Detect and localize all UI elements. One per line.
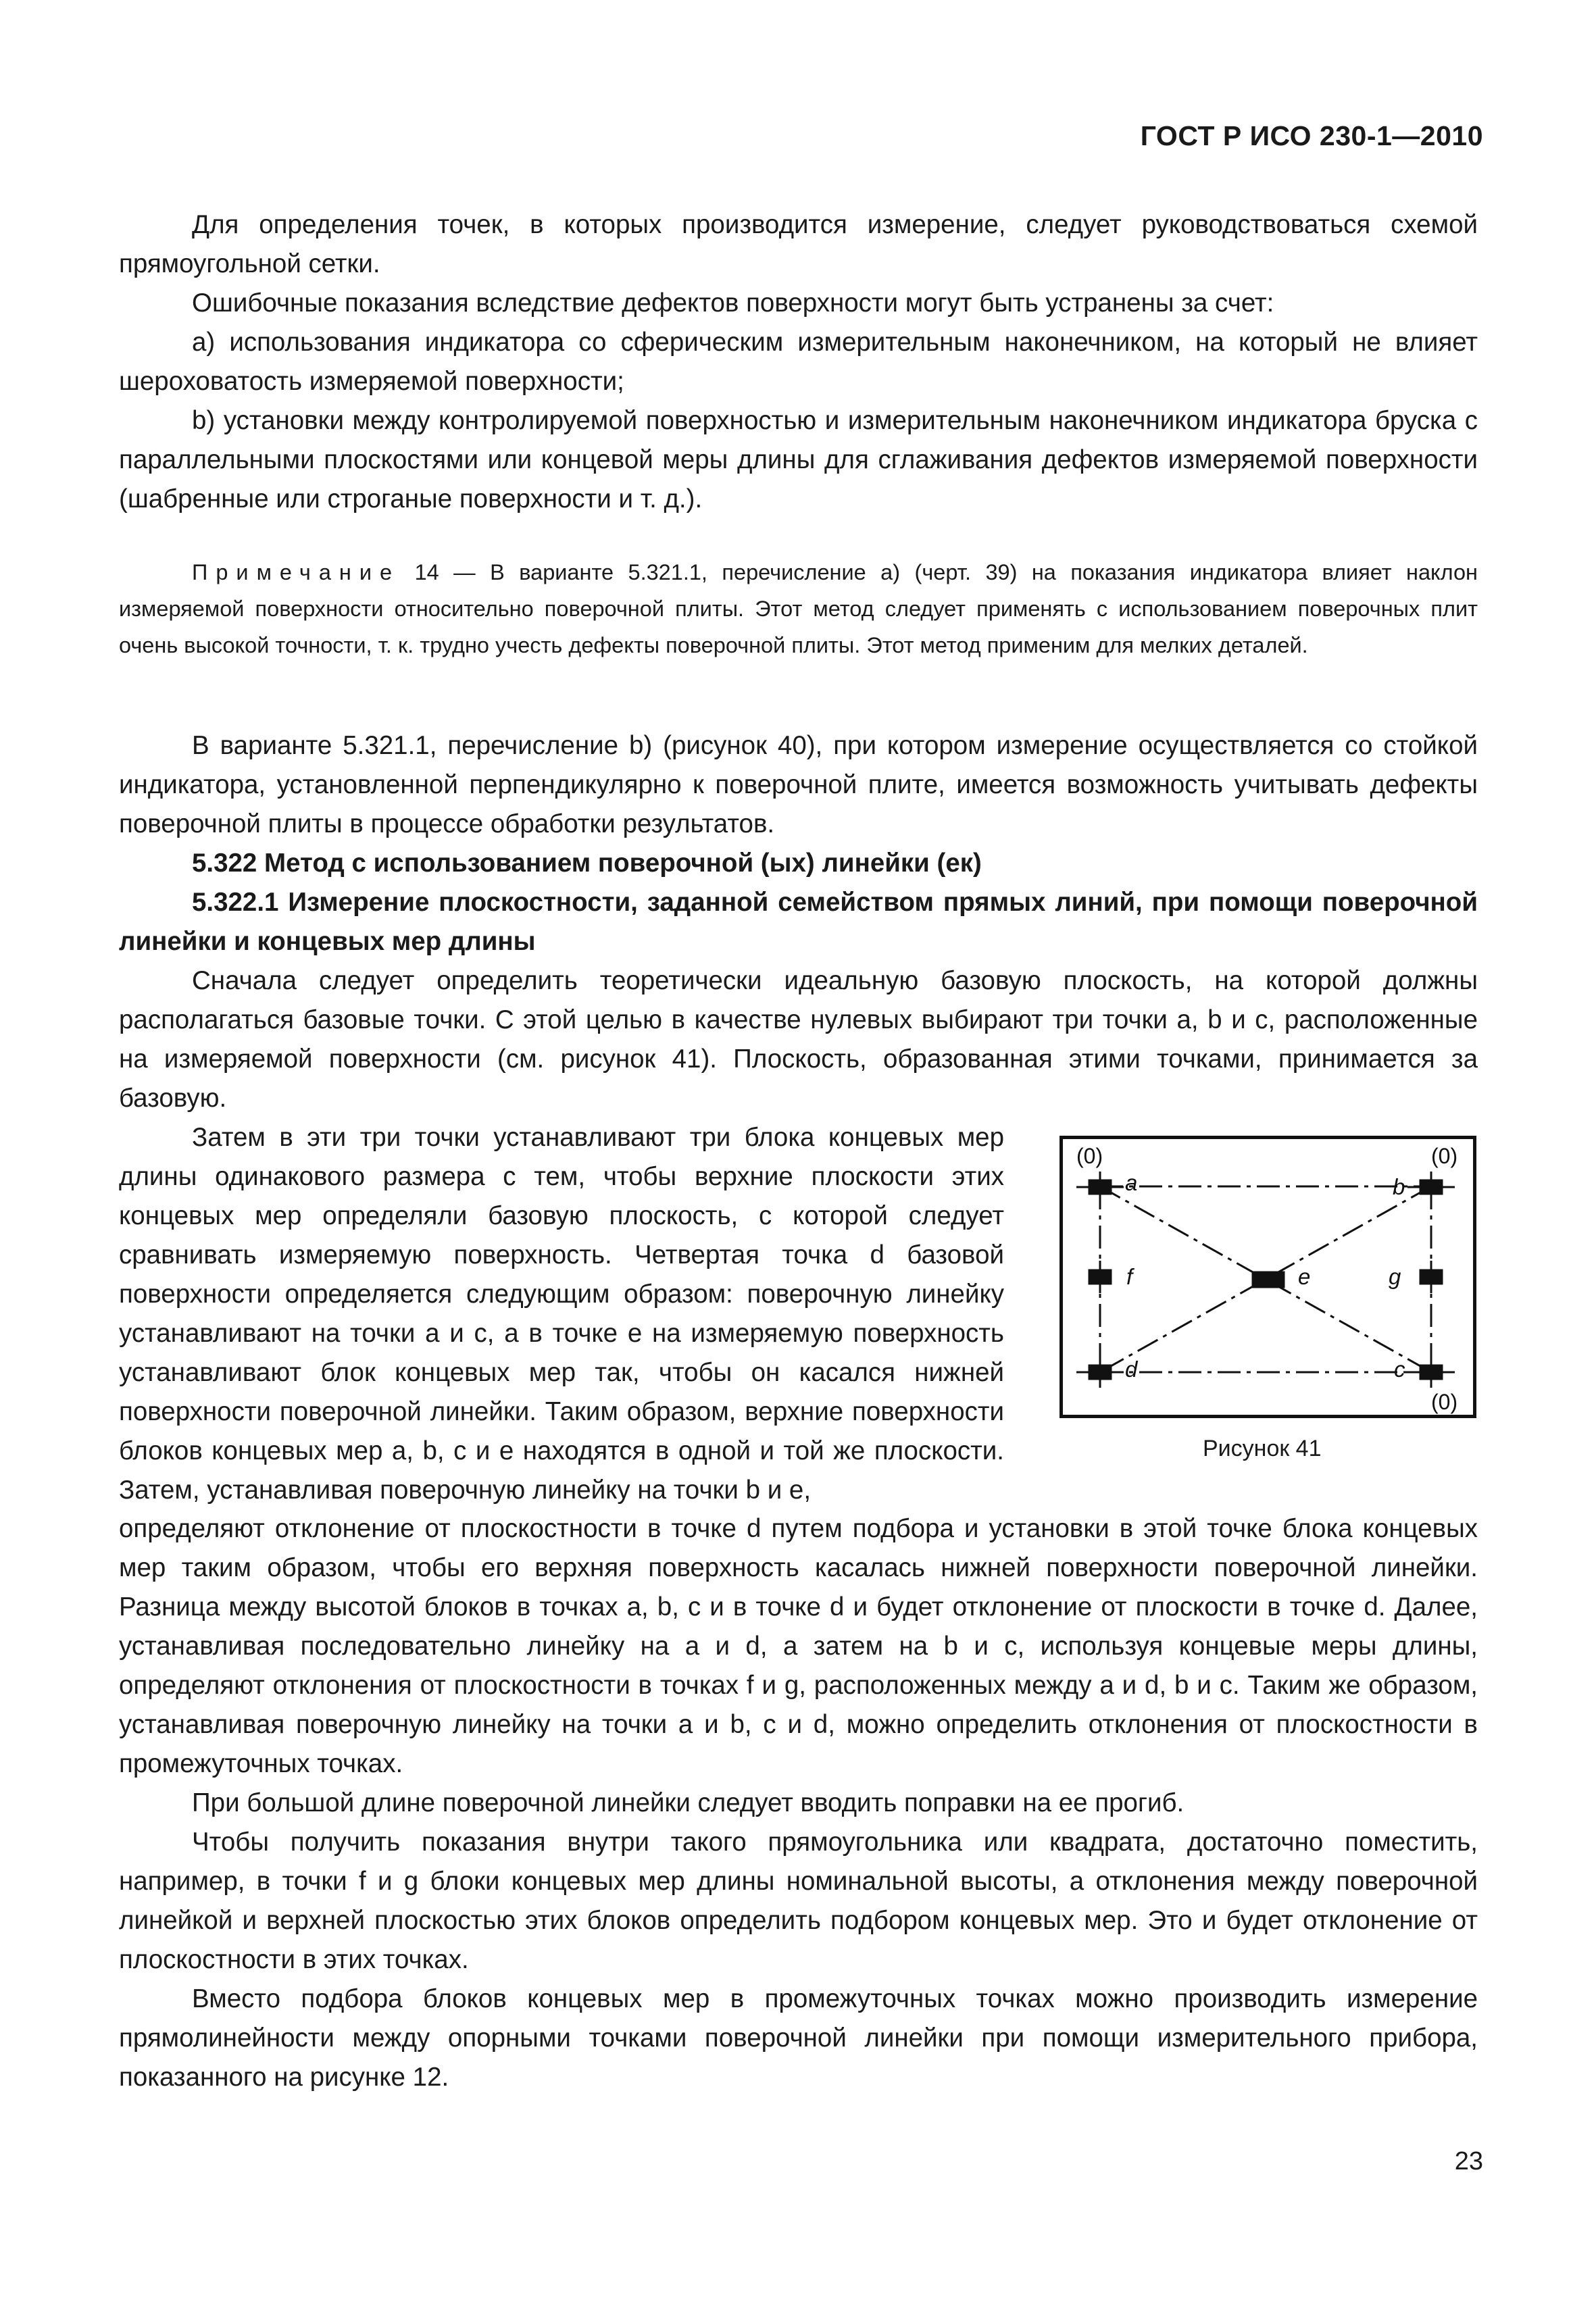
note-text: 14 — В варианте 5.321.1, перечисление а) (черт. 39) на показания индикатора влияет наклон измеряемой поверхности относительно поверочной плиты. Этот метод следует применять с использованием поверочных плит очень высокой точности, т. к. трудно учесть дефекты поверочной плиты. Этот метод применим для мелких деталей. — [119, 560, 1478, 657]
paragraph-straightness: Вместо подбора блоков концевых мер в промежуточных точках можно производить измерение прямолинейности между опорными точками поверочной линейки при помощи измерительного прибора, показанного на рисунке 12. — [119, 1984, 1478, 2092]
paragraph-gauge-blocks: Затем в эти три точки устанавливают три блока концевых мер длины одинакового размера с тем, чтобы верхние плоскости этих концевых мер определяли базовую плоскость, с которой следует сравнивать измеряемую поверхность. Четвертая точка d базовой поверхности определяется следующим образом: поверочную линейку устанавливают на точки а и с, а в точке е на измеряемую поверхность устанавливают блок концевых мер так, чтобы он касался нижней поверхности поверочной линейки. Таким образом, верхние поверхности блоков концевых мер а, b, с и е находятся в одной и той же плоскости. Затем, устанавливая поверочную линейку на точки b и е, — [119, 1123, 1004, 1505]
paragraph-deviation-d: определяют отклонение от плоскостности в точке d путем подбора и установки в этой точке блока концевых мер таким образом, чтобы его верхняя поверхность касалась нижней поверхности поверочной линейки. Разница между высотой блоков в точках а, b, с и в точке d и будет отклонение от плоскости в точке d. Далее, устанавливая последовательно линейку на а и d, а затем на b и с, используя концевые меры длины, определяют отклонения от плоскостности в точках f и g, расположенных между а и d, b и с. Таким же образом, устанавливая поверочную линейку на точки а и b, с и d, можно определить отклонения от плоскостности в промежуточных точках. — [119, 1514, 1478, 1778]
point-label-f: f — [1126, 1264, 1133, 1289]
point-label-g: g — [1389, 1264, 1401, 1289]
section-heading-5-322-1: 5.322.1 Измерение плоскостности, заданной семейством прямых линий, при помощи поверочной линейки и концевых мер длины — [119, 888, 1478, 956]
paragraph-grid-scheme: Для определения точек, в которых производится измерение, следует руководствоваться схемой прямоугольной сетки. — [119, 210, 1478, 278]
paragraph-item-a: а) использования индикатора со сферическим измерительным наконечником, на который не влияет шероховатость измеряемой поверхности; — [119, 328, 1478, 396]
zero-label-b: (0) — [1431, 1144, 1458, 1168]
note-label: Примечание — [192, 560, 401, 584]
figure-41-diagram — [1059, 1136, 1476, 1418]
block-e — [1252, 1272, 1285, 1288]
paragraph-variant-b: В варианте 5.321.1, перечисление b) (рисунок 40), при котором измерение осуществляется со стойкой индикатора, установленной перпендикулярно к поверочной плите, имеется возможность учитывать дефекты поверочной плиты в процессе обработки результатов. — [119, 731, 1478, 838]
paragraph-inner-points: Чтобы получить показания внутри такого прямоугольника или квадрата, достаточно поместить, например, в точки f и g блоки концевых мер длины номинальной высоты, а отклонения между поверочной линейкой и верхней плоскостью этих блоков определить подбором концевых мер. Это и будет отклонение от плоскостности в этих точках. — [119, 1828, 1478, 1974]
point-label-d: d — [1125, 1357, 1138, 1382]
point-label-e: e — [1298, 1264, 1311, 1289]
measurement-grid-svg — [1063, 1139, 1473, 1415]
paragraph-deflection: При большой длине поверочной линейки следует вводить поправки на ее прогиб. — [192, 1788, 1184, 1817]
point-label-c: c — [1394, 1357, 1405, 1382]
figure-41-caption: Рисунок 41 — [1203, 1436, 1322, 1461]
section-heading-5-322: 5.322 Метод с использованием поверочной (ых) линейки (ек) — [192, 849, 982, 878]
document-standard-header: ГОСТ Р ИСО 230-1—2010 — [1140, 120, 1483, 151]
paragraph-errors-intro: Ошибочные показания вследствие дефектов поверхности могут быть устранены за счет: — [192, 288, 1274, 318]
point-label-b: b — [1393, 1174, 1405, 1199]
note-14 — [119, 554, 1478, 663]
zero-label-a: (0) — [1076, 1144, 1103, 1168]
paragraph-base-plane: Сначала следует определить теоретически идеальную базовую плоскость, на которой должны располагаться базовые точки. С этой целью в качестве нулевых выбирают три точки а, b и с, расположенные на измеряемой поверхности (см. рисунок 41). Плоскость, образованная этими точками, принимается за базовую. — [119, 966, 1478, 1113]
page-number: 23 — [1454, 2147, 1483, 2175]
point-label-a: a — [1125, 1170, 1138, 1195]
zero-label-c: (0) — [1431, 1390, 1458, 1414]
paragraph-item-b: b) установки между контролируемой поверхностью и измерительным наконечником индикатора бруска с параллельными плоскостями или концевой меры длины для сглаживания дефектов измеряемой поверхности (шабренные или строганые поверхности и т. д.). — [119, 406, 1478, 513]
